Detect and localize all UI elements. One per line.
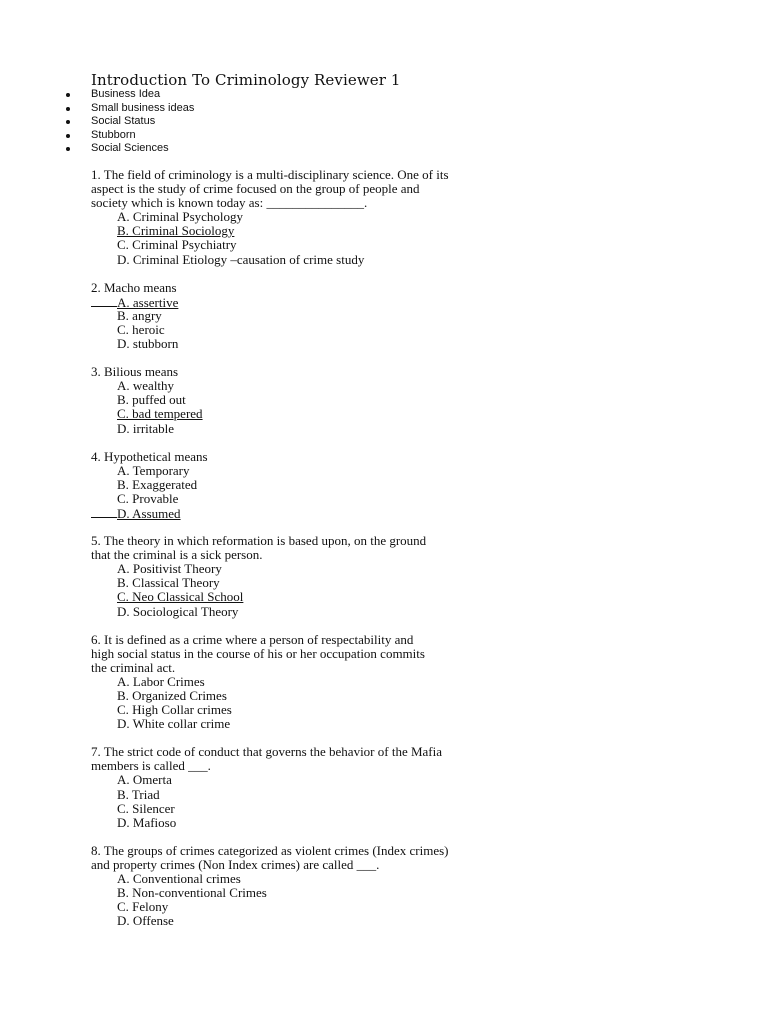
option-text: C. Criminal Psychiatry — [117, 237, 237, 253]
question-block — [0, 450, 768, 520]
answer-option — [0, 788, 768, 802]
tag-item[interactable]: Social Sciences — [0, 142, 194, 156]
answer-option — [0, 323, 768, 337]
option-text: B. angry — [117, 307, 162, 323]
tag-item[interactable]: Small business ideas — [0, 102, 194, 116]
bullet-icon — [66, 147, 70, 151]
answer-option — [0, 675, 768, 689]
option-text: B. Criminal Sociology — [117, 223, 235, 239]
question-stem: 5. The theory in which reformation is based upon, on the ground that the criminal is a sick person. — [91, 533, 427, 563]
answer-option — [0, 393, 768, 407]
answer-option — [0, 703, 768, 717]
option-text: B. Classical Theory — [117, 575, 220, 591]
answer-underline — [91, 295, 117, 307]
question-stem: 6. It is defined as a crime where a person of respectability and high social status in the course of his or her occupation commits the criminal act. — [91, 631, 425, 675]
option-text: C. High Collar crimes — [117, 702, 232, 718]
question-block — [0, 844, 768, 929]
option-text: A. Omerta — [117, 772, 172, 788]
answer-option-marked — [0, 407, 768, 421]
question-stem: 1. The field of criminology is a multi-disciplinary science. One of its aspect is the study of crime focused on the group of people and society which is known today as: _______________. — [91, 167, 449, 211]
answer-option — [0, 210, 768, 224]
question-block — [0, 534, 768, 619]
question-block — [0, 281, 768, 351]
option-text: D. Criminal Etiology –causation of crime study — [117, 251, 365, 267]
option-text: A. Conventional crimes — [117, 871, 241, 887]
option-text: D. Assumed — [117, 505, 181, 521]
question-stem: 3. Bilious means — [91, 364, 179, 380]
option-text: D. Offense — [117, 913, 174, 929]
option-text: B. puffed out — [117, 392, 186, 408]
option-text: D. stubborn — [117, 336, 179, 352]
answer-option — [0, 717, 768, 731]
answer-option — [0, 379, 768, 393]
answer-option — [0, 872, 768, 886]
answer-option — [0, 478, 768, 492]
bullet-icon — [66, 120, 70, 124]
answer-option — [0, 802, 768, 816]
answer-option — [0, 605, 768, 619]
option-text: B. Triad — [117, 786, 160, 802]
answer-option — [0, 773, 768, 787]
question-stem: 7. The strict code of conduct that governs the behavior of the Mafia members is called ___. — [91, 744, 443, 774]
option-text: D. White collar crime — [117, 716, 231, 732]
question-block — [0, 745, 768, 830]
option-text: D. irritable — [117, 420, 175, 436]
bullet-icon — [66, 107, 70, 111]
question-block — [0, 633, 768, 732]
option-text: B. Exaggerated — [117, 476, 198, 492]
answer-option — [0, 900, 768, 914]
option-text: C. Provable — [117, 490, 179, 506]
answer-option — [0, 689, 768, 703]
question-block — [0, 365, 768, 435]
option-text: D. Mafioso — [117, 814, 177, 830]
option-text: C. Silencer — [117, 800, 175, 816]
answer-option-marked — [0, 506, 768, 520]
question-stem: 8. The groups of crimes categorized as violent crimes (Index crimes) and property crimes (Non Index crimes) are called ___. — [91, 842, 449, 872]
option-text: A. Temporary — [117, 462, 190, 478]
question-list — [0, 168, 768, 928]
answer-option — [0, 337, 768, 351]
answer-option-marked — [0, 224, 768, 238]
answer-option — [0, 914, 768, 928]
document-title: Introduction To Criminology Reviewer 1 — [91, 71, 401, 89]
option-text: A. assertive — [117, 294, 179, 310]
answer-option-marked — [0, 295, 768, 309]
option-text: B. Non-conventional Crimes — [117, 885, 267, 901]
option-text: B. Organized Crimes — [117, 688, 227, 703]
answer-option — [0, 253, 768, 267]
answer-option — [0, 576, 768, 590]
answer-option — [0, 464, 768, 478]
option-text: C. Felony — [117, 899, 169, 915]
option-text: D. Sociological Theory — [117, 603, 239, 619]
answer-underline — [91, 506, 117, 518]
answer-option — [0, 562, 768, 576]
tag-item[interactable]: Business Idea — [0, 88, 194, 102]
answer-option — [0, 816, 768, 830]
tag-item[interactable]: Social Status — [0, 115, 194, 129]
bullet-icon — [66, 134, 70, 138]
option-text: A. Criminal Psychology — [117, 209, 244, 225]
bullet-icon — [66, 93, 70, 97]
answer-option — [0, 492, 768, 506]
answer-option — [0, 238, 768, 252]
question-block — [0, 168, 768, 267]
option-text: A. Labor Crimes — [117, 673, 205, 689]
option-text: A. Positivist Theory — [117, 561, 222, 577]
option-text: A. wealthy — [117, 378, 175, 394]
option-text: C. Neo Classical School — [117, 589, 244, 605]
option-text: C. heroic — [117, 321, 165, 337]
question-stem: 2. Macho means — [91, 279, 177, 295]
tag-list — [0, 88, 194, 156]
answer-option — [0, 422, 768, 436]
question-stem: 4. Hypothetical means — [91, 448, 208, 464]
answer-option — [0, 309, 768, 323]
answer-option-marked — [0, 590, 768, 604]
answer-option — [0, 886, 768, 900]
tag-item[interactable]: Stubborn — [0, 129, 194, 143]
option-text: C. bad tempered — [117, 406, 203, 422]
